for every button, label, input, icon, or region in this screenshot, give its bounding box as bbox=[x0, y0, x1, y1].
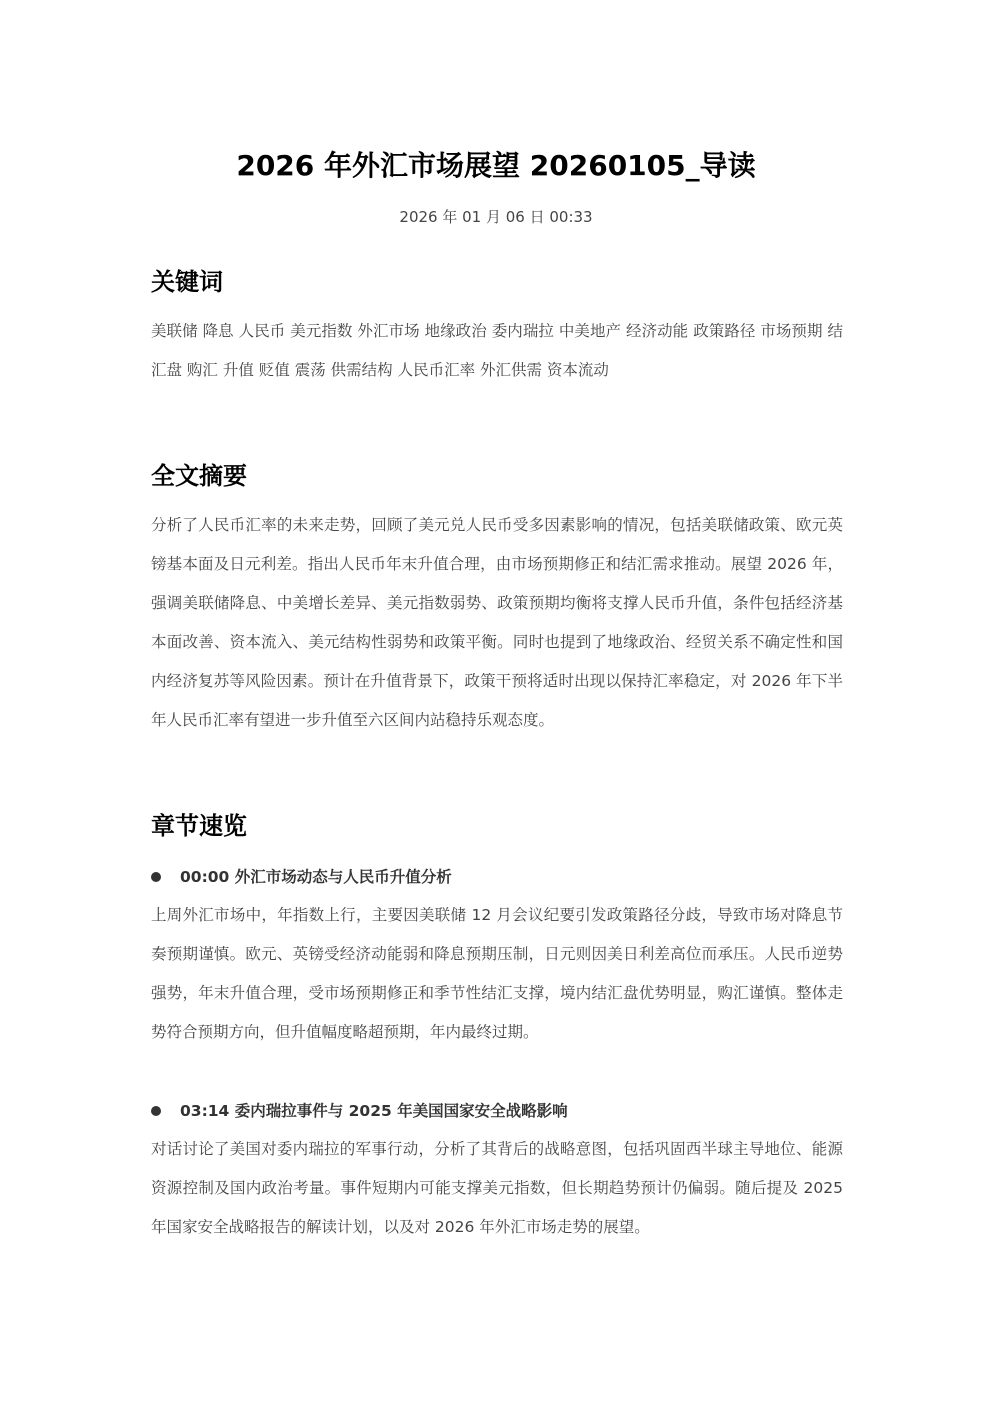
keywords-heading: 关键词 bbox=[151, 268, 223, 296]
bullet-icon bbox=[151, 872, 161, 882]
chapters-heading: 章节速览 bbox=[151, 812, 247, 840]
keywords-text: 美联储 降息 人民币 美元指数 外汇市场 地缘政治 委内瑞拉 中美地产 经济动能 政策路径 市场预期 结汇盘 购汇 升值 贬值 震荡 供需结构 人民币汇率 外汇供需 资本流动 bbox=[151, 322, 843, 379]
bullet-icon bbox=[151, 1106, 161, 1116]
chapter-title: 03:14 委内瑞拉事件与 2025 年美国国家安全战略影响 bbox=[180, 1102, 568, 1120]
chapter-text: 对话讨论了美国对委内瑞拉的军事行动，分析了其背后的战略意图，包括巩固西半球主导地位、能源资源控制及国内政治考量。事件短期内可能支撑美元指数，但长期趋势预计仍偏弱。随后提及 2025 年国家安全战略报告的解读计划，以及对 2026 年外汇市场走势的展望。 bbox=[151, 1140, 843, 1236]
document-date: 2026 年 01 月 06 日 00:33 bbox=[399, 208, 593, 226]
summary-text: 分析了人民币汇率的未来走势，回顾了美元兑人民币受多因素影响的情况，包括美联储政策、欧元英镑基本面及日元利差。指出人民币年末升值合理，由市场预期修正和结汇需求推动。展望 2026 年，强调美联储降息、中美增长差异、美元指数弱势、政策预期均衡将支撑人民币升值，条件包括经济基本面改善、资本流入、美元结构性弱势和政策平衡。同时也提到了地缘政治、经贸关系不确定性和国内经济复苏等风险因素。预计在升值背景下，政策干预将适时出现以保持汇率稳定，对 2026 年下半年人民币汇率有望进一步升值至六区间内站稳持乐观态度。 bbox=[151, 516, 843, 729]
chapter-text: 上周外汇市场中，年指数上行，主要因美联储 12 月会议纪要引发政策路径分歧，导致市场对降息节奏预期谨慎。欧元、英镑受经济动能弱和降息预期压制，日元则因美日利差高位而承压。人民币逆势强势，年末升值合理，受市场预期修正和季节性结汇支撑，境内结汇盘优势明显，购汇谨慎。整体走势符合预期方向，但升值幅度略超预期，年内最终过期。 bbox=[151, 906, 843, 1041]
document-title: 2026 年外汇市场展望 20260105_导读 bbox=[236, 149, 756, 182]
chapter-item-title bbox=[151, 864, 843, 890]
chapter-item-title bbox=[151, 1098, 843, 1124]
chapter-title: 00:00 外汇市场动态与人民币升值分析 bbox=[180, 868, 452, 886]
summary-heading: 全文摘要 bbox=[151, 462, 247, 490]
